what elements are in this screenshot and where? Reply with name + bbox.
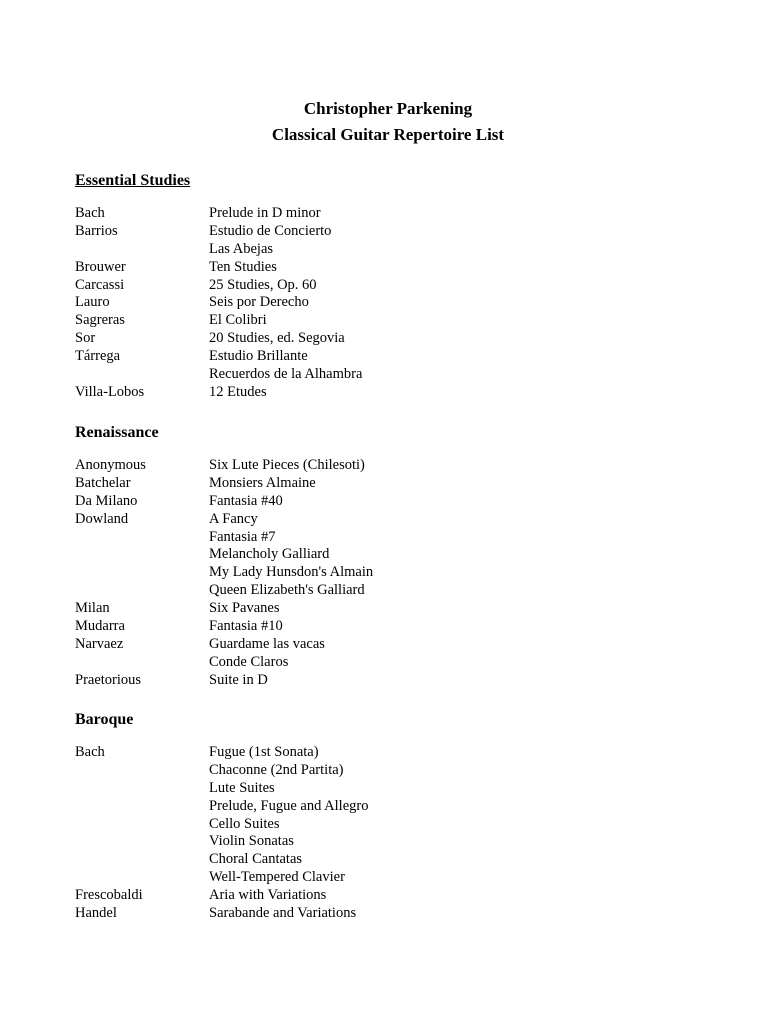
section-heading: Renaissance bbox=[75, 424, 159, 441]
composer-name bbox=[75, 529, 209, 547]
list-item bbox=[75, 366, 362, 384]
document-title: Classical Guitar Repertoire List bbox=[271, 125, 505, 144]
work-title: Violin Sonatas bbox=[209, 833, 294, 850]
section-baroque bbox=[75, 710, 368, 923]
composer-name bbox=[75, 816, 209, 834]
work-title: Las Abejas bbox=[209, 240, 274, 257]
list-item bbox=[75, 798, 368, 816]
work-title: Six Lute Pieces (Chilesoti) bbox=[209, 457, 365, 473]
list-item bbox=[75, 277, 362, 295]
work-title: 25 Studies, Op. 60 bbox=[209, 276, 317, 293]
composer-name bbox=[75, 366, 209, 384]
repertoire-list bbox=[75, 205, 362, 402]
list-item bbox=[75, 241, 362, 259]
work-title: Guardame las vacas bbox=[209, 635, 325, 652]
work-title: Prelude, Fugue and Allegro bbox=[209, 797, 369, 814]
repertoire-list bbox=[75, 457, 373, 690]
composer-name: Da Milano bbox=[75, 492, 138, 509]
composer-name bbox=[75, 780, 209, 798]
composer-name: Handel bbox=[75, 905, 117, 922]
work-title: Recuerdos de la Alhambra bbox=[209, 366, 363, 383]
list-item bbox=[75, 330, 362, 348]
repertoire-list bbox=[75, 744, 368, 923]
composer-name: Mudarra bbox=[75, 618, 125, 635]
list-item bbox=[75, 672, 373, 690]
composer-name: Lauro bbox=[75, 294, 110, 311]
list-item bbox=[75, 223, 362, 241]
list-item bbox=[75, 618, 373, 636]
work-title: Estudio de Concierto bbox=[209, 222, 332, 239]
work-title: Cello Suites bbox=[209, 815, 280, 832]
work-title: Queen Elizabeth's Galliard bbox=[209, 582, 365, 599]
work-title: Fantasia #40 bbox=[209, 492, 283, 509]
list-item bbox=[75, 475, 373, 493]
work-title: 12 Etudes bbox=[209, 383, 267, 400]
composer-name: Dowland bbox=[75, 510, 129, 527]
section-heading: Essential Studies bbox=[75, 172, 191, 189]
list-item bbox=[75, 780, 368, 798]
composer-name: Narvaez bbox=[75, 635, 124, 652]
list-item bbox=[75, 511, 373, 529]
work-title: Suite in D bbox=[209, 671, 268, 688]
work-title: Fantasia #10 bbox=[209, 618, 283, 635]
composer-name: Villa-Lobos bbox=[75, 383, 145, 400]
section-essential-studies bbox=[75, 171, 362, 402]
list-item bbox=[75, 457, 373, 475]
composer-name: Sagreras bbox=[75, 312, 125, 329]
composer-name: Barrios bbox=[75, 222, 118, 239]
composer-name bbox=[75, 564, 209, 582]
composer-name: Frescobaldi bbox=[75, 887, 143, 904]
work-title: 20 Studies, ed. Segovia bbox=[209, 330, 345, 347]
list-item bbox=[75, 833, 368, 851]
list-item bbox=[75, 564, 373, 582]
list-item bbox=[75, 762, 368, 780]
list-item bbox=[75, 636, 373, 654]
work-title: Fantasia #7 bbox=[209, 528, 276, 545]
list-item bbox=[75, 294, 362, 312]
composer-name bbox=[75, 833, 209, 851]
title-block bbox=[0, 96, 768, 148]
list-item bbox=[75, 851, 368, 869]
list-item bbox=[75, 384, 362, 402]
work-title: My Lady Hunsdon's Almain bbox=[209, 564, 374, 581]
section-renaissance bbox=[75, 423, 373, 690]
list-item bbox=[75, 582, 373, 600]
list-item bbox=[75, 744, 368, 762]
work-title: Monsiers Almaine bbox=[209, 474, 316, 491]
work-title: Conde Claros bbox=[209, 653, 289, 670]
work-title: Estudio Brillante bbox=[209, 348, 308, 365]
list-item bbox=[75, 600, 373, 618]
composer-name: Bach bbox=[75, 744, 105, 760]
work-title: Aria with Variations bbox=[209, 887, 327, 904]
list-item bbox=[75, 887, 368, 905]
work-title: Fugue (1st Sonata) bbox=[209, 744, 319, 760]
section-heading: Baroque bbox=[75, 711, 134, 728]
work-title: Choral Cantatas bbox=[209, 851, 303, 868]
list-item bbox=[75, 529, 373, 547]
composer-name bbox=[75, 654, 209, 672]
composer-name: Milan bbox=[75, 600, 110, 617]
work-title: Well-Tempered Clavier bbox=[209, 869, 345, 886]
composer-name: Sor bbox=[75, 330, 96, 347]
list-item bbox=[75, 259, 362, 277]
document-author: Christopher Parkening bbox=[303, 99, 473, 118]
work-title: Melancholy Galliard bbox=[209, 546, 330, 563]
work-title: Chaconne (2nd Partita) bbox=[209, 761, 344, 778]
list-item bbox=[75, 546, 373, 564]
composer-name: Anonymous bbox=[75, 457, 146, 473]
composer-name bbox=[75, 546, 209, 564]
list-item bbox=[75, 816, 368, 834]
composer-name bbox=[75, 798, 209, 816]
list-item bbox=[75, 869, 368, 887]
list-item bbox=[75, 493, 373, 511]
composer-name bbox=[75, 762, 209, 780]
list-item bbox=[75, 905, 368, 923]
work-title: Lute Suites bbox=[209, 779, 275, 796]
composer-name bbox=[75, 241, 209, 259]
work-title: Prelude in D minor bbox=[209, 205, 321, 221]
work-title: Ten Studies bbox=[209, 258, 277, 275]
composer-name: Bach bbox=[75, 205, 105, 221]
work-title: Seis por Derecho bbox=[209, 294, 309, 311]
composer-name bbox=[75, 851, 209, 869]
work-title: Six Pavanes bbox=[209, 600, 280, 617]
composer-name: Tárrega bbox=[75, 348, 121, 365]
work-title: A Fancy bbox=[209, 510, 258, 527]
composer-name: Brouwer bbox=[75, 258, 126, 275]
composer-name: Carcassi bbox=[75, 276, 125, 293]
list-item bbox=[75, 348, 362, 366]
list-item bbox=[75, 312, 362, 330]
work-title: El Colibri bbox=[209, 312, 267, 329]
list-item bbox=[75, 205, 362, 223]
composer-name: Praetorious bbox=[75, 671, 142, 688]
work-title: Sarabande and Variations bbox=[209, 905, 357, 922]
composer-name: Batchelar bbox=[75, 474, 131, 491]
list-item bbox=[75, 654, 373, 672]
composer-name bbox=[75, 582, 209, 600]
composer-name bbox=[75, 869, 209, 887]
